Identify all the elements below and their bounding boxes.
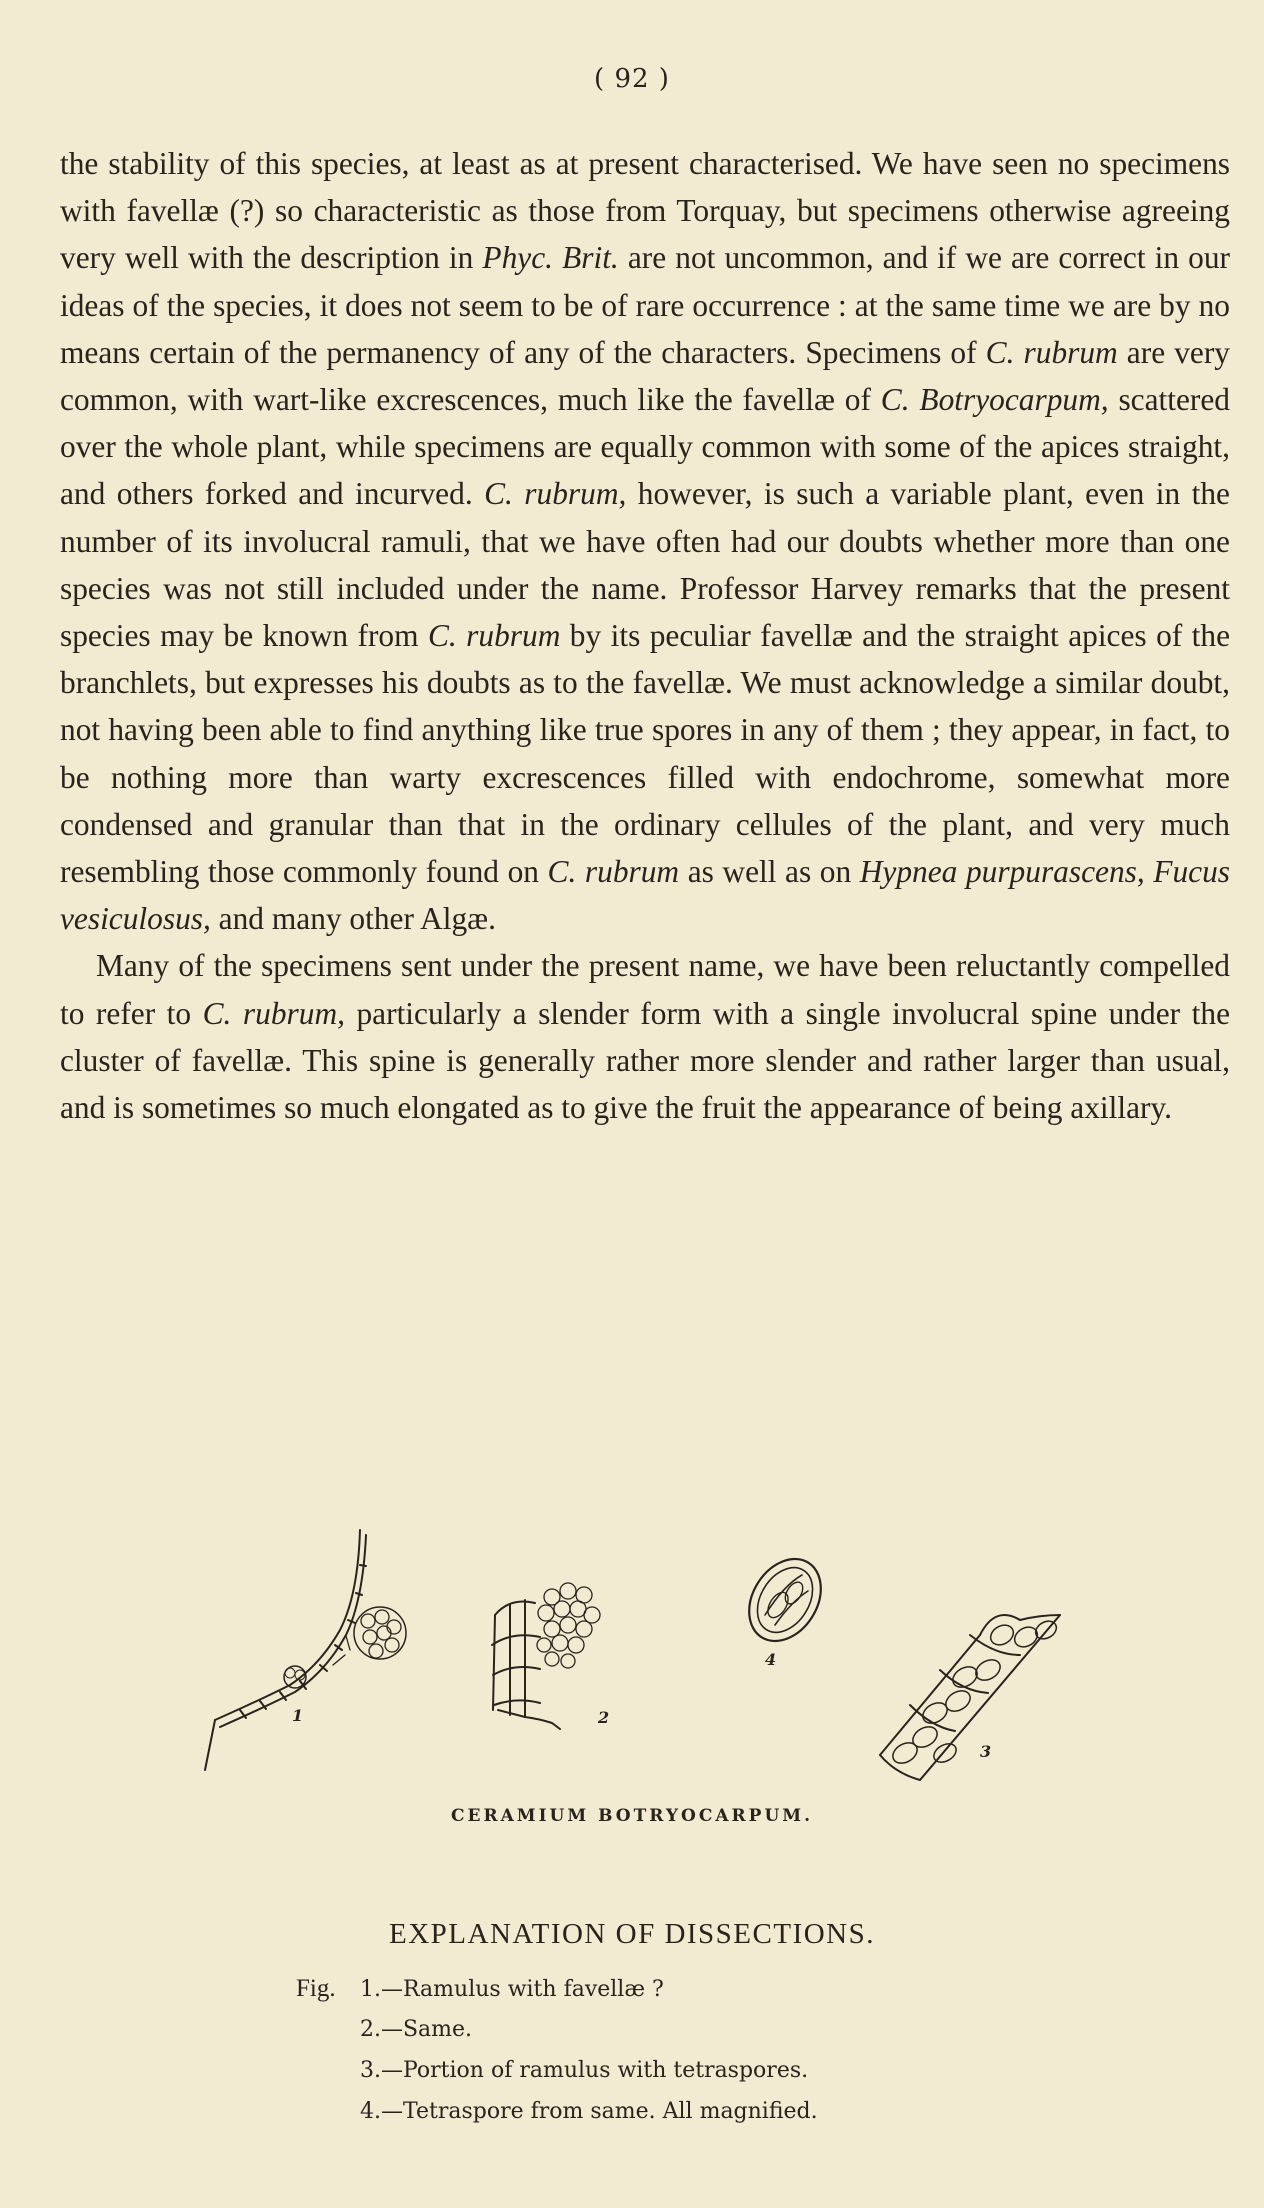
explanation-item (296, 1968, 1096, 2009)
paragraph-1 (60, 140, 1230, 942)
figure-1-ramulus (205, 1530, 406, 1770)
text-run: scattered over the whole plant, while specimens are equally common with some of the apices straight, and others forked and incurved. (60, 382, 1230, 512)
figure-label: 1 (292, 1706, 304, 1725)
italic-run: C. rubrum, (484, 476, 627, 512)
figure-label: 2 (598, 1708, 610, 1727)
dissection-figures (180, 1505, 1100, 1795)
figure-caption: CERAMIUM BOTRYOCARPUM. (450, 1806, 814, 1826)
fig-prefix: Fig. (296, 1975, 336, 2002)
explanation-item (296, 2009, 1096, 2050)
text-run: by its peculiar favellæ and the straight apices of the branchlets, but expresses his doubts as to the favellæ. We must acknowledge a similar doubt, not having been able to find anything like true spores in any of them ; they appear, in fact, to be nothing more than warty excrescences filled with endochrome, somewhat more condensed and granular than that in the ordinary cellules of the plant, and very much resembling those commonly found on (60, 618, 1230, 890)
italic-run: C. rubrum, (202, 995, 345, 1031)
text-run: are very common, with wart-like excrescences, much like the favellæ of (60, 334, 1230, 418)
italic-run: C. Botryocarpum, (880, 382, 1109, 418)
figure-3-tetraspores (880, 1615, 1060, 1780)
text-run: are not uncommon, and if we are correct in our ideas of the species, it does not seem to be of rare occurrence : at the same time we are by no means certain of the permanency of any of the characters. Specimens of (60, 240, 1230, 370)
explanation-text: 2.—Same. (360, 2017, 473, 2042)
explanation-item (296, 2091, 1096, 2132)
text-run: Many of the specimens sent under the present name, we have been reluctantly compelled to refer to (60, 948, 1230, 1031)
figures-svg (180, 1505, 1100, 1795)
explanation-item (296, 2050, 1096, 2091)
text-run: the stability of this species, at least as at present characterised. We have seen no specimens with favellæ (?) so characteristic as those from Torquay, but specimens otherwise agreeing very well with the description in (60, 146, 1230, 276)
text-run: however, is such a variable plant, even in the number of its involucral ramuli, that we have often had our doubts whether more than one species was not still included under the name. Professor Harvey remarks that the present species may be known from (60, 476, 1230, 654)
paragraph-2 (60, 942, 1230, 1131)
text-run: and many other Algæ. (210, 901, 496, 937)
explanation-list (296, 1968, 1096, 2132)
body-text (60, 140, 1230, 1131)
text-run: as well as on (679, 854, 860, 890)
figure-label: 4 (765, 1650, 777, 1669)
italic-run: C. rubrum (427, 618, 561, 654)
explanation-text: 3.—Portion of ramulus with tetraspores. (360, 2058, 809, 2083)
text-run: particularly a slender form with a single involucral spine under the cluster of favellæ. This spine is generally rather more slender and rather larger than usual, and is sometimes so much elongated as to give the fruit the appearance of being axillary. (60, 995, 1231, 1126)
italic-run: C. rubrum (985, 334, 1118, 370)
italic-run: Hypnea purpurascens, Fucus vesiculosus, (60, 854, 1230, 937)
figure-4-tetraspore (735, 1546, 836, 1655)
figure-2-same (492, 1583, 600, 1729)
explanation-text: 4.—Tetraspore from same. All magnified. (360, 2099, 818, 2124)
explanation-heading: EXPLANATION OF DISSECTIONS. (389, 1918, 875, 1950)
explanation-text: 1.—Ramulus with favellæ ? (360, 1977, 664, 2002)
italic-run: Phyc. Brit. (482, 240, 619, 276)
italic-run: C. rubrum (547, 854, 680, 890)
page-number: ( 92 ) (594, 64, 670, 94)
figure-label: 3 (980, 1742, 992, 1761)
